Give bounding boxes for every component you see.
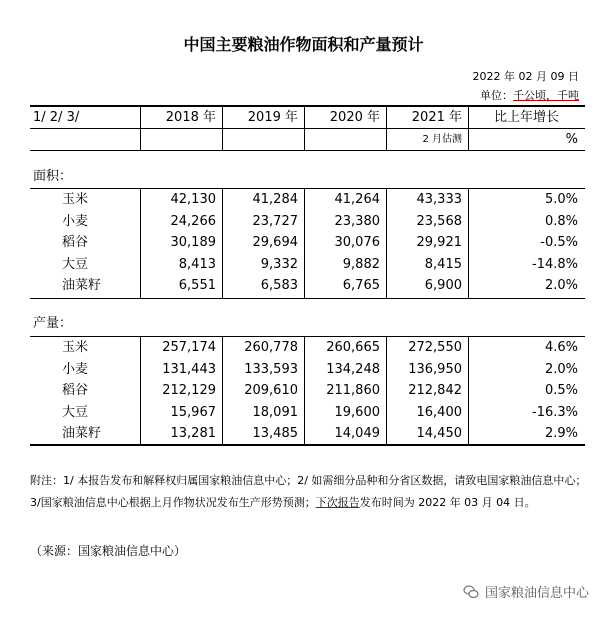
- table-cell: 18,091: [252, 404, 298, 420]
- table-cell: 2.0%: [544, 278, 578, 293]
- row-label: 小麦: [62, 213, 89, 229]
- table-cell: 5.0%: [544, 192, 578, 207]
- row-label: 小麦: [62, 361, 89, 377]
- table-cell: -0.5%: [540, 235, 578, 250]
- table-cell: 16,400: [416, 404, 462, 420]
- table-top-rule: [30, 105, 585, 107]
- table-cell: 209,610: [244, 383, 298, 398]
- table-cell: 6,551: [178, 278, 216, 293]
- table-cell: -14.8%: [532, 256, 578, 272]
- table-cell: 19,600: [334, 404, 380, 420]
- row-label: 稻谷: [62, 235, 89, 250]
- table-cell: 14,049: [334, 426, 380, 441]
- table-cell: 260,665: [326, 340, 380, 355]
- area-bottom-rule: [30, 298, 585, 299]
- area-section-label: 面积：: [33, 169, 73, 184]
- header-rule: [30, 128, 585, 129]
- table-cell: 6,765: [342, 278, 380, 293]
- table-cell: 24,266: [170, 213, 216, 229]
- header-year: 2018 年: [165, 110, 216, 125]
- row-label: 油菜籽: [62, 278, 102, 293]
- table-cell: 0.5%: [544, 383, 578, 398]
- production-section-label: 产量：: [33, 316, 73, 331]
- table-cell: -16.3%: [532, 404, 578, 420]
- row-label: 稻谷: [62, 383, 89, 398]
- table-cell: 42,130: [170, 192, 216, 207]
- table-cell: 43,333: [416, 192, 462, 207]
- table-cell: 131,443: [162, 361, 216, 377]
- table-cell: 6,900: [424, 278, 462, 293]
- header-change: 比上年增长: [493, 110, 559, 125]
- header-bottom-rule: [30, 150, 585, 151]
- table-cell: 13,281: [170, 426, 216, 441]
- source-line: （来源：国家粮油信息中心）: [30, 544, 187, 558]
- unit-label: 单位：千公顷，千吨: [480, 89, 579, 102]
- table-cell: 6,583: [260, 278, 298, 293]
- report-title: 中国主要粮油作物面积和产量预计: [183, 35, 424, 54]
- table-cell: 14,450: [416, 426, 462, 441]
- row-label: 大豆: [62, 256, 89, 272]
- footnote: 附注：1/ 本报告发布和解释权归属国家粮油信息中心；2/ 如需细分品种和分省区数据，请致电国家粮油信息中心；3/国家粮油信息中心根据上月作物状况发布生产形势预测；下次报告发布时间为 2022 年 03 月 04 日。: [30, 474, 587, 509]
- header-year: 2019 年: [247, 110, 298, 125]
- table-cell: 272,550: [408, 340, 462, 355]
- row-label: 大豆: [62, 404, 89, 420]
- table-cell: 23,380: [334, 213, 380, 229]
- table-cell: 257,174: [162, 340, 216, 355]
- table-cell: 15,967: [170, 404, 216, 420]
- header-year: 2021 年: [411, 110, 462, 125]
- table-cell: 133,593: [244, 361, 298, 377]
- table-cell: 9,332: [260, 256, 298, 272]
- header-estimate: 2 月估测: [422, 134, 462, 145]
- area-top-rule: [30, 188, 585, 189]
- table-cell: 30,076: [334, 235, 380, 250]
- row-label: 玉米: [62, 340, 89, 355]
- table-cell: 136,950: [408, 361, 462, 377]
- table-cell: 260,778: [244, 340, 298, 355]
- table-cell: 41,284: [252, 192, 298, 207]
- table-cell: 2.9%: [544, 426, 578, 441]
- wechat-icon: [463, 584, 479, 600]
- header-percent: %: [565, 132, 578, 147]
- table-cell: 23,568: [416, 213, 462, 229]
- table-cell: 30,189: [170, 235, 216, 250]
- table-cell: 2.0%: [544, 361, 578, 377]
- table-cell: 212,842: [408, 383, 462, 398]
- watermark: 国家粮油信息中心: [463, 582, 589, 601]
- production-top-rule: [30, 336, 585, 337]
- row-label: 玉米: [62, 192, 89, 207]
- table-cell: 9,882: [342, 256, 380, 272]
- table-cell: 0.8%: [544, 213, 578, 229]
- report-date: 2022 年 02 月 09 日: [472, 70, 579, 83]
- table-cell: 211,860: [326, 383, 380, 398]
- table-cell: 8,415: [424, 256, 462, 272]
- table-cell: 41,264: [334, 192, 380, 207]
- table-cell: 29,921: [416, 235, 462, 250]
- table-cell: 8,413: [178, 256, 216, 272]
- table-cell: 212,129: [162, 383, 216, 398]
- table-cell: 134,248: [326, 361, 380, 377]
- row-label: 油菜籽: [62, 426, 102, 441]
- table-cell: 23,727: [252, 213, 298, 229]
- header-year: 2020 年: [329, 110, 380, 125]
- table-cell: 29,694: [252, 235, 298, 250]
- header-col0: 1/ 2/ 3/: [33, 110, 80, 125]
- table-bottom-rule: [30, 444, 585, 446]
- table-cell: 13,485: [252, 426, 298, 441]
- table-cell: 4.6%: [544, 340, 578, 355]
